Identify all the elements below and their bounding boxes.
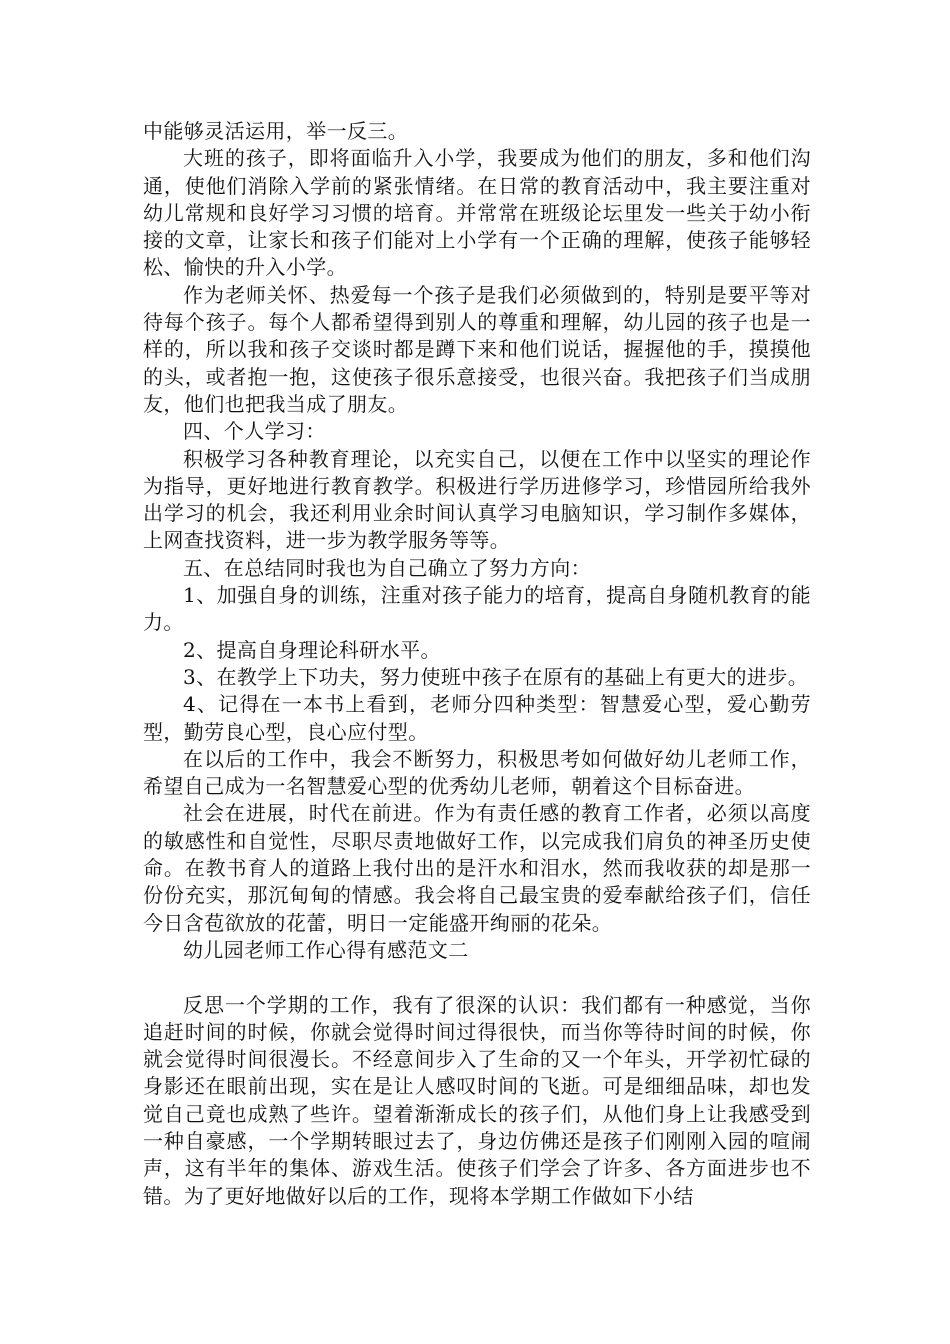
section-heading-direction: 五、在总结同时我也为自己确立了努力方向： [183, 555, 591, 580]
paragraph-future-work: 在以后的工作中，我会不断努力，积极思考如何做好幼儿老师工作，希望自己成为一名智慧爱心型的优秀幼儿老师，朝着这个目标奋进。 [143, 746, 811, 799]
paragraph-senior-class: 大班的孩子，即将面临升入小学，我要成为他们的朋友，多和他们沟通，使他们消除入学前的紧张情绪。在日常的教育活动中，我主要注重对幼儿常规和良好学习习惯的培育。并常常在班级论坛里发一些关于幼小衔接的文章，让家长和孩子们能对上小学有一个正确的理解，使孩子能够轻松、愉快的升入小学。 [143, 146, 811, 280]
document-body [143, 118, 811, 1210]
paragraph-care-children: 作为老师关怀、热爱每一个孩子是我们必须做到的，特别是要平等对待每个孩子。每个人都希望得到别人的尊重和理解，幼儿园的孩子也是一样的，所以我和孩子交谈时都是蹲下来和他们说话，握握他的手，摸摸他的头，或者抱一抱，这使孩子很乐意接受，也很兴奋。我把孩子们当成朋友，他们也把我当成了朋友。 [143, 282, 811, 416]
paragraph-continuation: 中能够灵活运用，举一反三。 [143, 119, 409, 143]
section-heading-personal-study: 四、个人学习： [183, 419, 326, 444]
list-item-3: 3、在教学上下功夫，努力使班中孩子在原有的基础上有更大的进步。 [183, 664, 809, 689]
paragraph-reflection: 反思一个学期的工作，我有了很深的认识：我们都有一种感觉，当你追赶时间的时候，你就会觉得时间过得很快，而当你等待时间的时候，你就会觉得时间很漫长。不经意间步入了生命的又一个年头，开学初忙碌的身影还在眼前出现，实在是让人感叹时间的飞逝。可是细细品味，却也发觉自己竟也成熟了些许。望着渐渐成长的孩子们，从他们身上让我感受到一种自豪感，一个学期转眼过去了，身边仿佛还是孩子们刚刚入园的喧闹声，这有半年的集体、游戏生活。使孩子们学会了许多、各方面进步也不错。为了更好地做好以后的工作，现将本学期工作做如下小结 [143, 992, 811, 1208]
blank-line [143, 964, 811, 991]
paragraph-study-theory: 积极学习各种教育理论，以充实自己，以便在工作中以坚实的理论作为指导，更好地进行教育教学。积极进行学历进修学习，珍惜园所给我外出学习的机会，我还利用业余时间认真学习电脑知识，学习制作多媒体，上网查找资料，进一步为教学服务等等。 [143, 446, 811, 553]
essay-title-two: 幼儿园老师工作心得有感范文二 [183, 937, 469, 962]
paragraph-society: 社会在进展，时代在前进。作为有责任感的教育工作者，必须以高度的敏感性和自觉性，尽职尽责地做好工作，以完成我们肩负的神圣历史使命。在教书育人的道路上我付出的是汗水和泪水，然而我收获的却是那一份份充实，那沉甸甸的情感。我会将自己最宝贵的爱奉献给孩子们，信任今日含苞欲放的花蕾，明日一定能盛开绚丽的花朵。 [143, 801, 811, 935]
list-item-1: 1、加强自身的训练，注重对孩子能力的培育，提高自身随机教育的能力。 [143, 583, 811, 635]
list-item-4: 4、记得在一本书上看到，老师分四种类型：智慧爱心型，爱心勤劳型，勤劳良心型，良心应付型。 [143, 692, 811, 744]
list-item-2: 2、提高自身理论科研水平。 [183, 637, 441, 662]
